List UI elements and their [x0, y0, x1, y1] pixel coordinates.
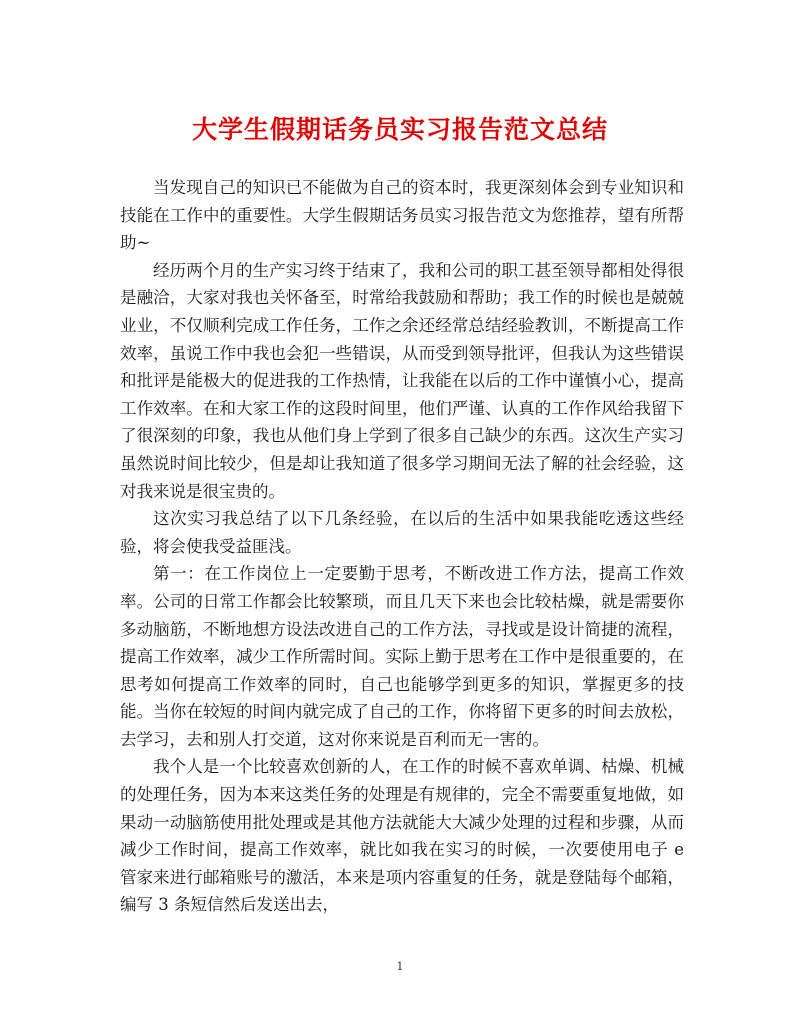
paragraph-experience: 经历两个月的生产实习终于结束了，我和公司的职工甚至领导都相处得很是融洽，大家对我也关怀备至，时常给我鼓励和帮助；我工作的时候也是兢兢业业，不仅顺利完成工作任务，工作之余还经常总结经验教训，不断提高工作效率，虽说工作中我也会犯一些错误，从而受到领导批评，但我认为这些错误和批评是能极大的促进我的工作热情，让我能在以后的工作中谨慎小心，提高工作效率。在和大家工作的这段时间里，他们严谨、认真的工作作风给我留下了很深刻的印象，我也从他们身上学到了很多自己缺少的东西。这次生产实习虽然说时间比较少，但是却让我知道了很多学习期间无法了解的社会经验，这对我来说是很宝贵的。	[120, 260, 684, 501]
paragraph-summary: 这次实习我总结了以下几条经验，在以后的生活中如果我能吃透这些经验，将会使我受益匪浅。	[120, 509, 684, 556]
paragraph-intro: 当发现自己的知识已不能做为自己的资本时，我更深刻体会到专业知识和技能在工作中的重要性。大学生假期话务员实习报告范文为您推荐，望有所帮助~	[120, 178, 684, 253]
document-title: 大学生假期话务员实习报告范文总结	[191, 115, 608, 144]
document-body	[120, 174, 684, 919]
paragraph-innovation: 我个人是一个比较喜欢创新的人，在工作的时候不喜欢单调、枯燥、机械的处理任务，因为本来这类任务的处理是有规律的，完全不需要重复地做，如果动一动脑筋使用批处理或是其他方法就能大大减少处理的过程和步骤，从而减少工作时间，提高工作效率，就比如我在实习的时候，一次要使用电子 e 管家来进行邮箱账号的激活，本来是项内容重复的任务，就是登陆每个邮箱，编写 3 条短信然后发送出去，	[120, 757, 684, 915]
page-number: 1	[396, 960, 404, 973]
paragraph-first-point: 第一：在工作岗位上一定要勤于思考，不断改进工作方法，提高工作效率。公司的日常工作都会比较繁琐，而且几天下来也会比较枯燥，就是需要你多动脑筋，不断地想方设法改进自己的工作方法，寻找或是设计简捷的流程，提高工作效率，减少工作所需时间。实际上勤于思考在工作中是很重要的，在思考如何提高工作效率的同时，自己也能够学到更多的知识，掌握更多的技能。当你在较短的时间内就完成了自己的工作，你将留下更多的时间去放松，去学习，去和别人打交道，这对你来说是百利而无一害的。	[120, 564, 684, 749]
